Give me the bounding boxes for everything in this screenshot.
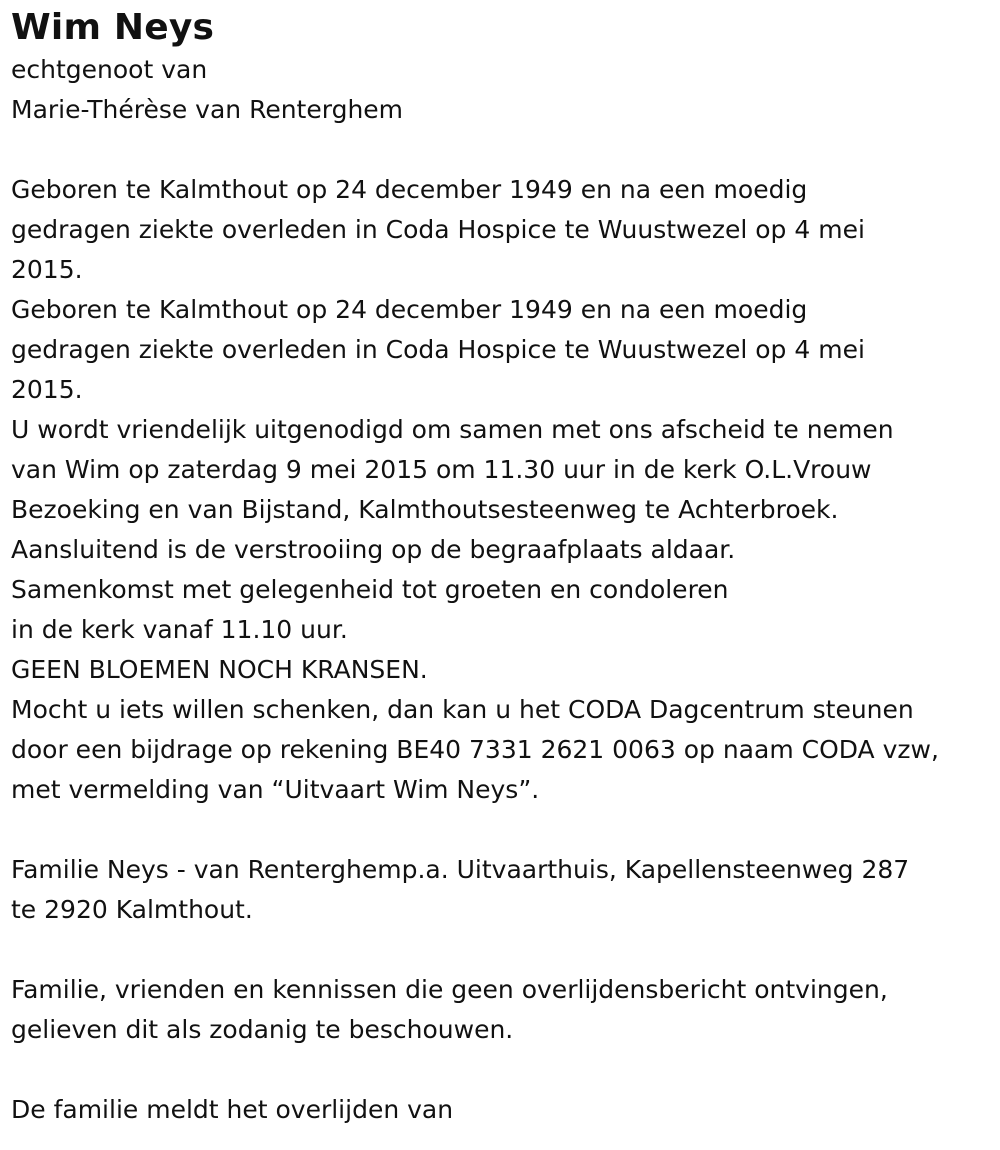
text-line: 2015. <box>11 375 83 404</box>
text-line: Samenkomst met gelegenheid tot groeten en condoleren <box>11 575 729 604</box>
text-line: U wordt vriendelijk uitgenodigd om samen met ons afscheid te nemen <box>11 415 894 444</box>
text-line: gelieven dit als zodanig te beschouwen. <box>11 1015 514 1044</box>
text-line: gedragen ziekte overleden in Coda Hospice te Wuustwezel op 4 mei <box>11 335 865 364</box>
text-line: in de kerk vanaf 11.10 uur. <box>11 615 348 644</box>
spouse-label: echtgenoot van <box>11 55 208 84</box>
text-line: Geboren te Kalmthout op 24 december 1949 en na een moedig <box>11 175 808 204</box>
text-line: Bezoeking en van Bijstand, Kalmthoutsesteenweg te Achterbroek. <box>11 495 839 524</box>
birth-paragraph-1 <box>11 170 986 290</box>
text-line: door een bijdrage op rekening BE40 7331 2621 0063 op naam CODA vzw, <box>11 735 939 764</box>
courtesy-paragraph <box>11 970 986 1050</box>
text-line: GEEN BLOEMEN NOCH KRANSEN. <box>11 655 428 684</box>
ceremony-paragraph <box>11 410 986 810</box>
paragraph-spacer <box>11 130 986 170</box>
obituary-notice <box>11 6 986 1130</box>
text-line: van Wim op zaterdag 9 mei 2015 om 11.30 uur in de kerk O.L.Vrouw <box>11 455 872 484</box>
birth-paragraph-2 <box>11 290 986 410</box>
text-line: Geboren te Kalmthout op 24 december 1949 en na een moedig <box>11 295 808 324</box>
spouse-name: Marie-Thérèse van Renterghem <box>11 95 404 124</box>
text-line: Familie, vrienden en kennissen die geen overlijdensbericht ontvingen, <box>11 975 888 1004</box>
family-address-paragraph <box>11 850 986 930</box>
text-line: met vermelding van “Uitvaart Wim Neys”. <box>11 775 540 804</box>
paragraph-spacer <box>11 930 986 970</box>
text-line: Familie Neys - van Renterghemp.a. Uitvaarthuis, Kapellensteenweg 287 <box>11 855 910 884</box>
text-line: gedragen ziekte overleden in Coda Hospice te Wuustwezel op 4 mei <box>11 215 865 244</box>
paragraph-spacer <box>11 810 986 850</box>
text-line: 2015. <box>11 255 83 284</box>
closing-line: De familie meldt het overlijden van <box>11 1095 454 1124</box>
deceased-name: Wim Neys <box>11 7 215 48</box>
text-line: Aansluitend is de verstrooiing op de begraafplaats aldaar. <box>11 535 736 564</box>
text-line: Mocht u iets willen schenken, dan kan u het CODA Dagcentrum steunen <box>11 695 914 724</box>
text-line: te 2920 Kalmthout. <box>11 895 253 924</box>
paragraph-spacer <box>11 1050 986 1090</box>
